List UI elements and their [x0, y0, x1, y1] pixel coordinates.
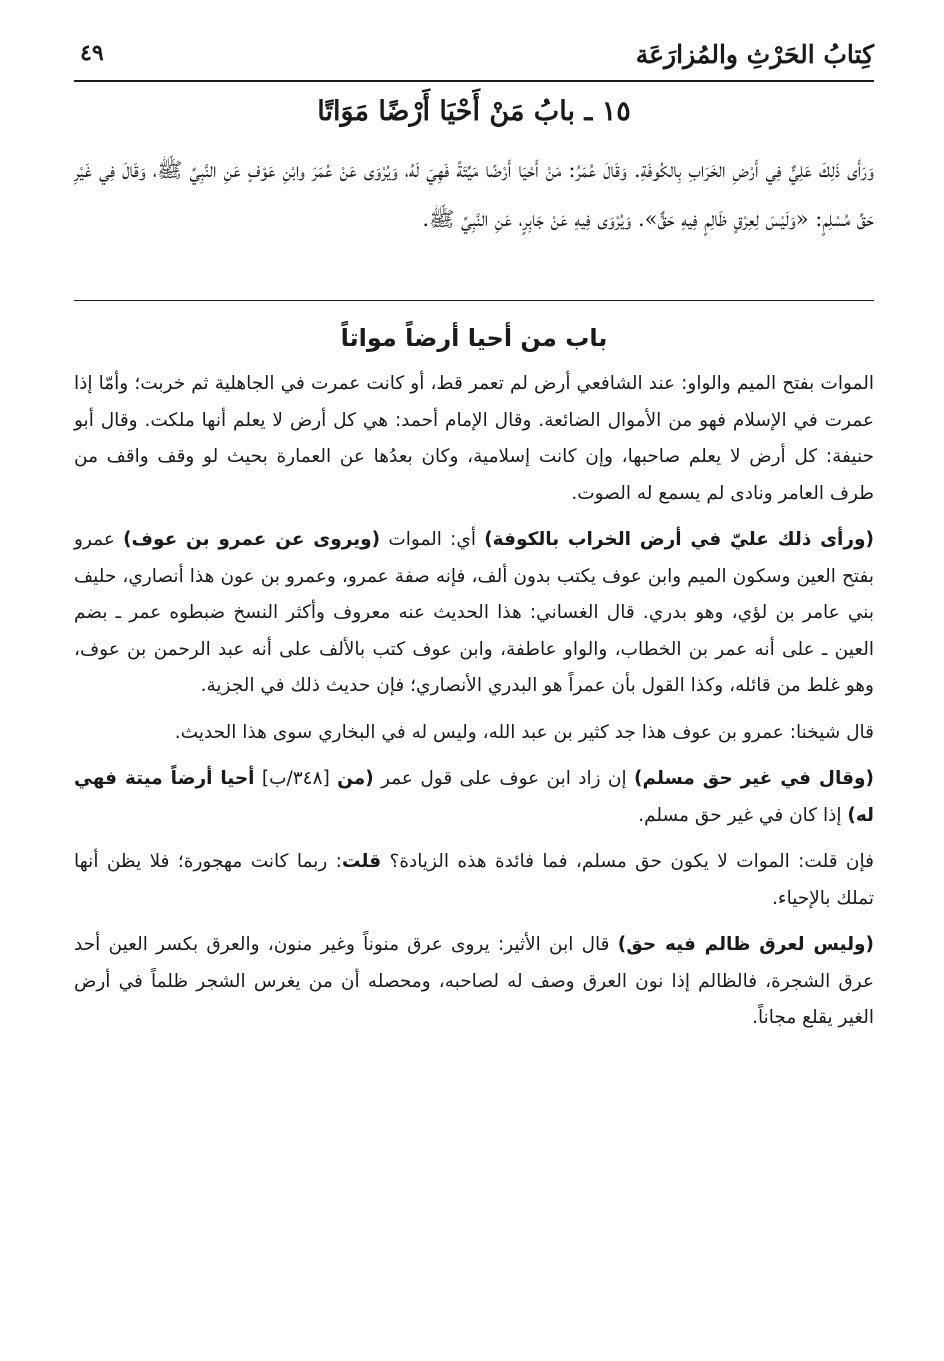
page-header: [74, 36, 874, 82]
commentary-paragraph: [74, 715, 874, 752]
commentary-paragraph: [74, 844, 874, 917]
chapter-title: ١٥ ـ بابُ مَنْ أَحْيَا أَرْضًا مَوَاتًا: [317, 96, 631, 127]
commentary-title: باب من أحيا أرضاً مواتاً: [340, 324, 608, 352]
paragraph-text: أي: الموات: [380, 529, 485, 550]
commentary-paragraph: [74, 927, 874, 1037]
quoted-phrase: (ويروى عن عمرو بن عوف): [123, 529, 381, 550]
paragraph-text: قال شيخنا: عمرو بن عوف هذا جد كثير بن عبد الله، وليس له في البخاري سوى هذا الحديث.: [174, 721, 874, 743]
quoted-phrase: (ورأى ذلك عليّ في أرض الخراب بالكوفة): [484, 529, 874, 550]
paragraph-text: الموات بفتح الميم والواو: عند الشافعي أرض لم تعمر قط، أو كانت عمرت في الجاهلية ثم خربت؛ وأمّا إذا عمرت في الإسلام فهو من الأموال الضائعة. وقال الإمام أحمد: هي كل أرض لا يعلم أنها ملكت. وقال أبو حنيفة: كل أرض لا يعلم صاحبها، وإن كانت إسلامية، وكان بعدُها عن العمارة بحيث لو وقف واقف من طرف العامر ونادى لم يسمع له الصوت.: [74, 373, 874, 504]
commentary-paragraph: [74, 366, 874, 512]
running-title: كِتابُ الحَرْثِ والمُزارَعَة: [635, 40, 874, 69]
quoted-phrase: أحيا أرضاً ميتة فهي له): [74, 768, 874, 826]
hadith-text: وَرَأَى ذَلِكَ عَلِيٌّ فِي أَرْضِ الخَرَابِ بِالكُوفَةِ. وَقَالَ عُمَرُ: مَنْ أَحْيَا أَرْضًا مَيِّتَةً فَهِيَ لَهُ، وَيُرْوَى عَنْ عُمَرَ وابْنِ عَوْفٍ عَنِ النَّبِيِّ ﷺ، وَقَالَ فِي غَيْرِ حَقِّ مُسْلِمٍ: «وَلَيْسَ لِعِرْقٍ ظَالِمٍ فِيهِ حَقٌّ». وَيُرْوَى فِيهِ عَنْ جَابِرٍ، عَنِ النَّبِيِّ ﷺ.: [74, 158, 874, 231]
quoted-phrase: (من: [337, 768, 374, 789]
paragraph-text: عمرو بفتح العين وسكون الميم وابن عوف يكتب بدون ألف، فإنه صفة عمرو، وعمرو بن عون هذا أنصاري، حليف بني عامر بن لؤي، وهو بدري. قال الغساني: هذا الحديث عنه معروف وأكثر النسخ ضبطوه عمر ـ بضم العين ـ على أنه عمر بن الخطاب، والواو عاطفة، وابن عوف كتب بالألف على أنه عبد الرحمن بن عوف، وهو غلط من قائله، وكذا القول بأن عمراً هو البدري الأنصاري؛ فإن حديث ذلك في الجزية.: [74, 529, 874, 696]
paragraph-text: : ربما كانت مهجورة؛ فلا يظن أنها تملك بالإحياء.: [74, 851, 874, 909]
quoted-phrase: (وقال في غير حق مسلم): [633, 768, 874, 789]
commentary-paragraph: [74, 761, 874, 834]
quoted-phrase: (وليس لعرق ظالم فيه حق): [617, 934, 875, 955]
paragraph-text: إن زاد ابن عوف على قول عمر: [373, 768, 634, 789]
paragraph-text: فإن قلت: الموات لا يكون حق مسلم، فما فائدة هذه الزيادة؟: [381, 851, 874, 872]
section-divider: [74, 300, 874, 301]
paragraph-text: قال ابن الأثير: يروى عرق منوناً وغير منون، والعرق بكسر العين أحد عرق الشجرة، فالظالم إذا نون العرق وصف له لصاحبه، ومحصله أن من يغرس الشجر ظلماً في أرض الغير يقلع مجاناً.: [74, 934, 874, 1028]
commentary-paragraph: [74, 522, 874, 705]
paragraph-text: إذا كان في غير حق مسلم.: [638, 804, 848, 826]
page-number: ٤٩: [80, 40, 104, 66]
answer-marker: قلت: [341, 851, 382, 872]
commentary-body: [74, 366, 874, 1047]
manuscript-folio-ref: [٣٤٨/ب]: [254, 768, 338, 789]
